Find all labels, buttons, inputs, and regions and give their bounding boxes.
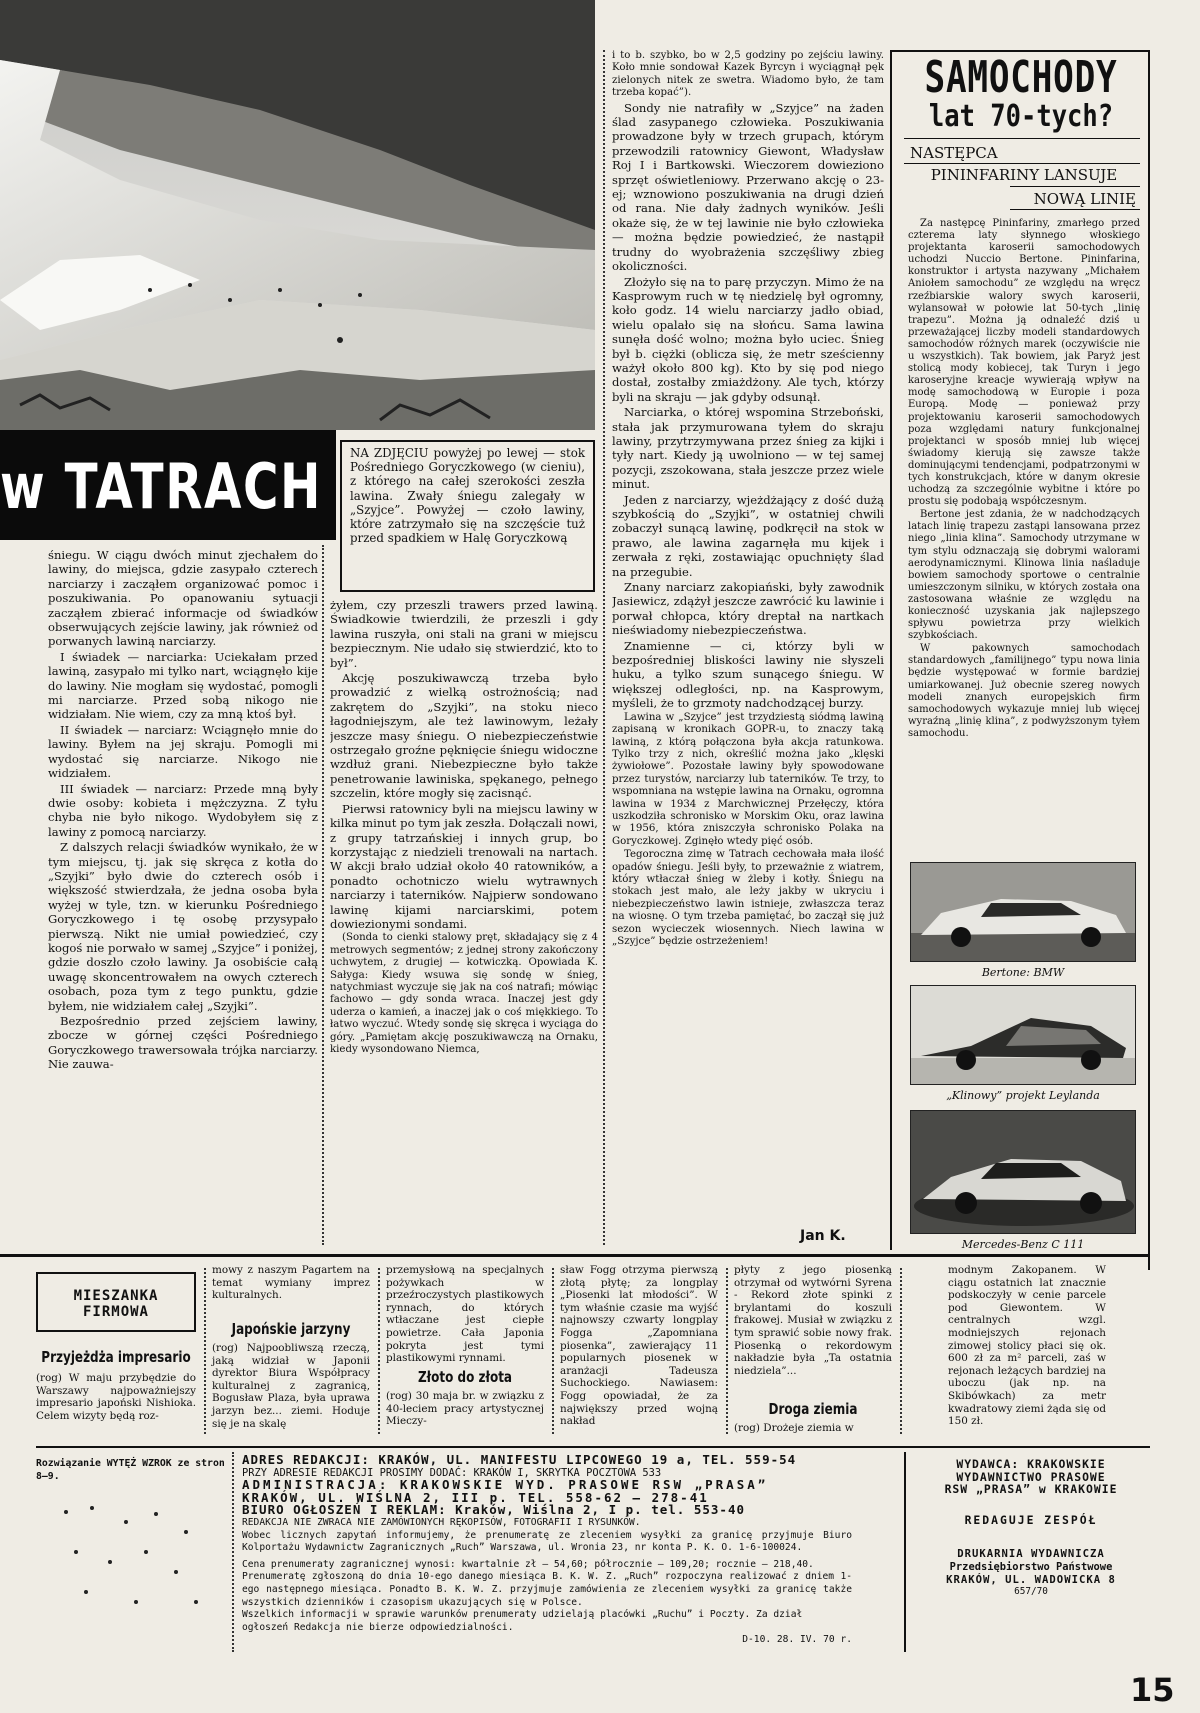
tatry-col3-p9: Tegoroczna zimę w Tatrach cechowała mała ilość opadów śniegu. Jeśli były, to przeważnie z wiatrem, który wtłaczał śnieg w żleby i kotły. Śniegu na stokach jest mało, ale leży jakby w ukryciu i niebezpieczeństwo lawin istnieje, zwłaszcza teraz na wiosnę. O tym trzeba pamiętać, bo zaczął się już sezon wycieczek wiosennych. Niech lawina w „Szyjce” będzie ostrzeżeniem! <box>612 849 884 947</box>
tatry-col2-p1: żyłem, czy przeszli trawers przed lawiną. Świadkowie twierdzili, że przeszli i gdy lawina ruszyła, oni stali na grani w miejscu bezpiecznym. Nie udało się stwierdzić, kto to był”. <box>330 598 598 670</box>
samochody-p2: Bertone jest zdania, że w nadchodzących latach linię trapezu zastąpi lansowana przez niego „linia klina”. Samochody utrzymane w tym stylu odznaczają się dobrymi walorami aerodynamicznymi. Klinowa linia naśladuje bowiem samochody sportowe o centralnie umieszczonym silniku, w których została ona zastosowana właśnie ze względu na konieczność uzyskania jak najlepszego spływu powietrza przy wielkich szybkościach. <box>908 509 1140 642</box>
footer-pren: Prenumeratę zgłoszoną do dnia 10-ego danego miesiąca B. K. W. Z. „Ruch” rozpoczyna realizować z dniem 1-ego następnego miesiąca. Ponadto B. K. W. Z. przyjmuje zamówienia ze zleceniem wysyłki za granicę także wszystkich dzienników i czasopism ukazujących się w Polsce. <box>242 1571 852 1608</box>
tatry-col1-p5: Z dalszych relacji świadków wynikało, że w tym miejscu, tj. jak się skręca z kotła do „Szyjki” było dwie do czterech osób i większość stwierdzała, że jedna osoba była wyżej w tyle, tzn. w kierunku Pośredniego Goryczkowego i tę osobę przysypało pierwszą. Nikt nie umiał powiedzieć, czy kogoś nie porwało w samej „Szyjce” i poniżej, gdzie doszło czoło lawiny. Ja osobiście całą uwagę skoncentrowałem na owych czterech osobach, poza tym z tego punktu, gdzie byłem, nie widziałem całej „Szyjki”. <box>48 840 318 1013</box>
tatry-col3-p6: Znany narciarz zakopiański, były zawodnik Jasiewicz, zdążył jeszcze zawrócić ku lawinie i porwał chłopca, który dreptał na nartkach nieświadomy niebezpieczeństwa. <box>612 580 884 638</box>
tatry-col3-p5: Jeden z narciarzy, wjeżdżający z dość dużą szybkością do „Szyjki”, w ostatniej chwili zobaczył sunącą lawinę, podkręcił na stok w prawo, ale lawina zagarnęła mu kijek i zerwała z ręki, zostawiając opuchnięty ślad na przegubie. <box>612 492 884 579</box>
footer-top-rule <box>36 1446 1150 1448</box>
car-image-mercedes <box>911 1111 1136 1234</box>
footer-wszel: Wszelkich informacji w sprawie warunków prenumeraty udzielają placówki „Ruchu” i Poczty. Za dział ogłoszeń Redakcja nie bierze odpowiedzialności. <box>242 1609 803 1633</box>
mieszanka-divider-4 <box>726 1268 728 1434</box>
samochody-sub2: PININFARINY LANSUJE <box>930 166 1118 184</box>
car-caption-2: „Klinowy” projekt Leylanda <box>946 1089 1100 1102</box>
samochody-sub-rule-3 <box>1010 209 1140 210</box>
mountain-slope-image <box>0 0 595 430</box>
car-caption-1: Bertone: BMW <box>981 966 1065 979</box>
footer-main <box>242 1454 852 1647</box>
page-number: 15 <box>1130 1671 1175 1709</box>
footer-redaguje: REDAGUJE ZESPÓŁ <box>964 1512 1098 1527</box>
tatry-headline: w TATRACH <box>0 450 323 523</box>
mieszanka-p2: mowy z naszym Pagartem na temat wymiany imprez kulturalnych. <box>212 1264 370 1302</box>
footer-wydawca-2: WYDAWNICTWO PRASOWE <box>956 1469 1106 1484</box>
samochody-sub-rule-1 <box>904 163 1140 164</box>
mieszanka-h3: Złoto do złota <box>417 1368 513 1386</box>
samochody-sub1: NASTĘPCA <box>910 144 998 162</box>
car-caption-3: Mercedes-Benz C 111 <box>961 1238 1085 1251</box>
footer <box>36 1452 1150 1662</box>
samochody-sub3: NOWĄ LINIĘ <box>1033 190 1136 208</box>
footer-biuro: BIURO OGŁOSZEŃ I REKLAM: Kraków, Wiślna 2, I p. tel. 553-40 <box>242 1502 746 1518</box>
car-photo-bertone-bmw <box>910 862 1136 962</box>
car-image-bmw <box>911 863 1136 962</box>
footer-publisher <box>912 1458 1150 1599</box>
footer-divider-1 <box>232 1452 234 1652</box>
sidebar-left-rule <box>890 50 892 1250</box>
tatry-col1-p1: śniegu. W ciągu dwóch minut zjechałem do lawiny, do miejsca, gdzie zasypało czterech narciarzy i zacząłem organizować pomoc i poszukiwania. Po opanowaniu sytuacji zacząłem zbierać informacje od świadków obserwujących zejście lawiny, jak również od porwanych lawiną narciarzy. <box>48 548 318 649</box>
samochody-p1: Za następcę Pininfariny, zmarłego przed czterema laty słynnego włoskiego projektanta karoserii samochodowych uchodzi Nuccio Bertone. Pininfarina, konstruktor i artysta nazywany „Michałem Aniołem samochodu” ze względu na wręcz rzeźbiarskie walory swych karoserii, wylansował w połowie lat 50-tych „linię trapezu”. Można ją odnaleźć dziś u przeważającej liczby modeli standardowych samochodów różnych marek (oczywiście nie u wszystkich). Tak bowiem, jak Paryż jest stolicą mody kobiecej, tak Turyn i jego karoseryjne kreacje wywierają wpływ na modę samochodową w Europie i poza Europą. Modę — ponieważ przy projektowaniu karoserii samochodowych poza względami natury funkcjonalnej projektanci w sposób mniej lub więcej świadomy kierują się zawsze także dominującymi tendencjami, podpatrzonymi w tych konstrukcjach, które w danym okresie uchodzą za szczególnie wybitne i które po prostu się podobają współczesnym. <box>908 218 1140 508</box>
footer-map-doodle <box>46 1492 216 1632</box>
mieszanka-title-2: FIRMOWA <box>82 1304 149 1320</box>
tatry-col3-p1: i to b. szybko, bo w 2,5 godziny po zejściu lawiny. Koło mnie sondował Kazek Byrcyn i wyciągnął pęk zielonych nitek ze swetra. Wiadomo było, że tam trzeba kopać”). <box>612 50 884 99</box>
mieszanka-title-box <box>36 1272 196 1332</box>
car-photo-leyland <box>910 985 1136 1085</box>
tatry-col3-p3: Złożyło się na to parę przyczyn. Mimo że na Kasprowym ruch w tę niedzielę był ogromny, koło godz. 14 wielu narciarzy jadło obiad, wielu opalało się na słońcu. Sama lawina sunęła dość wolno; można było uciec. Śnieg był b. ciężki (oblicza się, że metr sześcienny ważył około 800 kg). Kto by się pod niego dostał, zostałby zmiażdżony. Ale tych, którzy byli na skraju — jak gdyby odsunął. <box>612 274 884 404</box>
car-photo-mercedes <box>910 1110 1136 1234</box>
mieszanka-title-1: MIESZANKA <box>73 1288 159 1304</box>
footer-cena: Cena prenumeraty zagranicznej wynosi: kwartalnie zł — 54,60; półrocznie — 109,20; rocznie — 218,40. <box>242 1558 814 1570</box>
samochody-title-rule <box>904 138 1140 139</box>
mieszanka-h2: Japońskie jarzyny <box>231 1320 351 1338</box>
footer-nie-zwraca: REDAKCJA NIE ZWRACA NIE ZAMÓWIONYCH RĘKOPISÓW, FOTOGRAFII I RYSUNKÓW. <box>242 1516 641 1528</box>
mieszanka-h1: Przyjeżdża impresario <box>41 1348 191 1366</box>
samochody-sub-rule-2 <box>1010 186 1140 187</box>
car-image-leyland <box>911 986 1136 1085</box>
mieszanka-divider-3 <box>552 1268 554 1434</box>
footer-przy: PRZY ADRESIE REDAKCJI PROSIMY DODAĆ: KRAKÓW I, SKRYTKA POCZTOWA 533 <box>242 1466 662 1479</box>
tatra-avalanche-photo <box>0 0 595 430</box>
samochody-subtitle: lat 70-tych? <box>928 99 1114 134</box>
tatry-column-2 <box>330 598 598 1250</box>
tatry-col2-p4: (Sonda to cienki stalowy pręt, składający się z 4 metrowych segmentów; z jednej strony zakończony uchwytem, z drugiej — kotwiczką. Opowiada K. Sałyga: Kiedy wsuwa się sondę w śnieg, natychmiast wyczuje się jak na coś natrafi; mówiąc fachowo — gdy sonda wraca. Inaczej jest gdy uderza o kamień, a inaczej jak o coś miękkiego. To łatwo wyczuć. Wtedy sondę się skręca i wyciąga do góry. „Pamiętam akcję poszukiwawczą na Ornaku, kiedy wysondowano Niemca, <box>330 932 598 1055</box>
tatry-col1-p3: II świadek — narciarz: Wciągnęło mnie do lawiny. Byłem na jej skraju. Pomogli mi wydostać się narciarze. Nikogo nie widziałem. <box>48 722 318 781</box>
tatry-col3-p4: Narciarka, o której wspomina Strzeboński, stała jak przymurowana tyłem do skraju lawiny, przytrzymywana przez śnieg za kijki i tyły nart. Kiedy ją uwolniono — w tej samej pozycji, zszokowana, stała jeszcze przez wiele minut. <box>612 405 884 492</box>
tatry-col3-p7: Znamienne — ci, którzy byli w bezpośredniej bliskości lawiny nie słyszeli huku, a tylko szum sunącego śniegu. W większej odległości, np. na Kasprowym, myśleli, że to grzmoty nadchodzącej burzy. <box>612 638 884 711</box>
samochody-p3: W pakownych samochodach standardowych „familijnego” typu nowa linia będzie występować w formie bardziej umiarkowanej. Już obecnie szereg nowych modeli znanych europejskich firm samochodowych wykazuje mniej lub więcej wyraźną „linię klina”, z podwyższonym tyłem samochodu. <box>908 643 1140 739</box>
tatry-col2-p2: Akcję poszukiwawczą trzeba było prowadzić z wielką ostrożnością; nad zakrętem do „Szyjki”, na stoku nieco łagodniejszym, ale też lawinowym, leżały jeszcze masy śniegu. O niebezpieczeństwie ostrzegało groźne pęknięcie śniegu widoczne wzdłuż grani. Niebezpieczne było także penetrowanie lawiniska, spękanego, pełnego szczelin, które mogły się zacisnąć. <box>330 671 598 801</box>
tatry-col1-p6: Bezpośrednio przed zejściem lawiny, zbocze w górnej części Pośredniego Goryczkowego trawersowała trójka narciarzy. Nie zauwa- <box>48 1014 318 1072</box>
mieszanka-p4: przemysłową na specjalnych pożywkach w przeźroczystych plastikowych rynnach, do których wtłaczane jest ciepłe powietrze. Cała Japonia pokryta jest tymi plastikowymi rynnami. <box>386 1264 544 1365</box>
tatry-col1-p4: III świadek — narciarz: Przede mną były dwie osoby: kobieta i mężczyzna. Z tyłu chyba nie było nikogo. Wydobyłem się z lawiny z pomocą narciarzy. <box>48 781 318 839</box>
footer-drukarnia-3: KRAKÓW, UL. WADOWICKA 8 <box>946 1573 1116 1586</box>
footer-drukarnia-1: DRUKARNIA WYDAWNICZA <box>957 1548 1105 1561</box>
footer-wydawca-3: RSW „PRASA” w KRAKOWIE <box>944 1482 1118 1497</box>
mieszanka-p3: (rog) Najpoobliwszą rzeczą, jaką widział w Japonii dyrektor Biura Współpracy kulturalnej z zagranicą, Bogusław Plaza, była uprawa jarzyn bez... ziemi. Hoduje się je na skalę <box>212 1342 370 1430</box>
samochody-text <box>908 218 1140 856</box>
tatry-column-3 <box>612 50 884 1235</box>
tatry-col2-p3: Pierwsi ratownicy byli na miejscu lawiny w kilka minut po tym jak zeszła. Dołączali nowi, z grupy tatrzańskiej i innych grup, bo korzystając z niedzieli trenowali na nartach. W akcji brało udział około 40 ratowników, a ponadto ochotniczo wielu wytrawnych narciarzy i taterników. Najpierw sondowano lawinę kijami narciarskimi, potem dowiezionymi sondami. <box>330 801 598 931</box>
tatry-photo-caption: NA ZDJĘCIU powyżej po lewej — stok Pośredniego Goryczkowego (w cieniu), z którego na całej szerokości zeszła lawina. Zwały śniegu zalegały w „Szyjce”. Powyżej — czoło lawiny, które zatrzymało się na szczęście tuż przed spadkiem w Halę Goryczkową <box>350 446 585 546</box>
mieszanka-p9: modnym Zakopanem. W ciągu ostatnich lat znacznie podskoczyły w cenie parcele pod Giewontem. W centralnych wzgl. modniejszych rejonach zimowej stolicy płaci się ok. 600 zł za m² parceli, zaś w rejonach leżących bardziej na uboczu (jak np. na Skibówkach) za metr kwadratowy ziemi żąda się od 150 zł. <box>948 1264 1106 1428</box>
sidebar-right-rule <box>1148 50 1150 1270</box>
tatry-col3-p2: Sondy nie natrafiły w „Szyjce” na żaden ślad zasypanego człowieka. Poszukiwania prowadzone były w trzech grupach, którym przewodzili ratownicy Giewont, Władysław Roj I i Bartkowski. Wieczorem dowieziono sprzęt oświetleniowy. Przerwano akcję o 23-ej; wznowiono poszukiwania na drugi dzień od rana. Nie dały żadnych wyników. Jeśli okaże się, że w tej lawinie nie było człowieka — można będzie powiedzieć, że nastąpił trudny do wyobrażenia szczęśliwy zbieg okoliczności. <box>612 100 884 274</box>
puzzle-solution-icon <box>46 1492 216 1632</box>
mieszanka-p1: (rog) W maju przybędzie do Warszawy najpoważniejszy impresario japoński Nishioka. Celem wizyty będą roz- <box>36 1372 196 1422</box>
mieszanka-p8: (rog) Drożeje ziemia w <box>734 1422 854 1434</box>
tatry-col1-p2: I świadek — narciarka: Uciekałam przed lawiną, zasypało mi tylko nart, wciągnęło kije do lawiny. Nie mogłam się wydostać, pomogli mi narciarze. Przed sobą nikogo nie widziałam. Nie wiem, czy za mną ktoś był. <box>48 649 318 722</box>
mieszanka-h4: Droga ziemia <box>768 1400 858 1418</box>
footer-adres: ADRES REDAKCJI: KRAKÓW, UL. MANIFESTU LIPCOWEGO 19 a, TEL. 559-54 <box>242 1452 797 1467</box>
mieszanka-divider-1 <box>204 1268 206 1434</box>
tatry-signature: Jan K. <box>800 1228 846 1244</box>
mieszanka-divider-5 <box>900 1268 902 1434</box>
footer-wydawca-1: WYDAWCA: KRAKOWSKIE <box>956 1457 1106 1471</box>
column-divider-dotted-1 <box>322 545 324 1245</box>
mieszanka-p5: (rog) 30 maja br. w związku z 40-leciem pracy artystycznej Mieczy- <box>386 1390 544 1428</box>
tatry-column-1 <box>48 548 318 1250</box>
tatry-col3-p8: Lawina w „Szyjce” jest trzydziestą siódmą lawiną zapisaną w kronikach GOPR-u, to znaczy taką lawiną, z którą połączona była akcja ratunkowa. Tylko trzy z nich, określić można jako „klęski żywiołowe”. Pozostałe lawiny były spowodowane przez turystów, narciarzy lub taterników. Te trzy, to wspomniana na wstępie lawina na Ornaku, ogromna lawina w 1934 z Marchwicznej Przełęczy, która uszkodziła schronisko w Morskim Oku, oraz lawina w 1956, która zniszczyła schronisko Polaka na Goryczkowej. Zginęło wtedy pięć osób. <box>612 711 884 847</box>
tatry-photo-caption-box <box>340 440 595 592</box>
footer-divider-2 <box>904 1452 906 1652</box>
mieszanka-p7: płyty z jego piosenką otrzymał od wytwórni Syrena - Rekord złote spinki z brylantami do koszuli frakowej. Musiał w związku z tym sprawić sobie nowy frak. Piosenką o rekordowym nakładzie była „Ta ostatnia niedziela”... <box>734 1264 892 1377</box>
article-bottom-rule <box>0 1254 1150 1257</box>
footer-admin2: KRAKÓW, UL. WIŚLNA 2, III p. TEL. 558-62 — 278-41 <box>242 1489 709 1505</box>
mieszanka-section <box>36 1264 1150 1440</box>
footer-druk-code: D-10. 28. IV. 70 r. <box>742 1634 852 1646</box>
mieszanka-divider-2 <box>378 1268 380 1434</box>
footer-admin: ADMINISTRACJA: KRAKOWSKIE WYD. PRASOWE RSW „PRASA” <box>242 1477 769 1493</box>
footer-rozwiazanie: Rozwiązanie WYTĘŻ WZROK ze stron 8—9. <box>36 1458 225 1482</box>
samochody-title: SAMOCHODY <box>924 52 1118 103</box>
mieszanka-p6: sław Fogg otrzyma pierwszą złotą płytę; za longplay „Piosenki lat młodości”. W tym właśnie czasie ma wyjść najnowszy czwarty longplay Fogga „Zapomniana piosenka”, zawierający 11 popularnych piosenek w aranżacji Tadeusza Suchockiego. Nawiasem: Fogg opowiadał, że za największy przed wojną nakład <box>560 1264 718 1428</box>
column-divider-dotted-2 <box>603 50 605 1245</box>
footer-drukarnia-2: Przedsiębiorstwo Państwowe <box>949 1560 1113 1573</box>
footer-wobec: Wobec licznych zapytań informujemy, że prenumeratę ze zleceniem wysyłki za granicę przyjmuje Biuro Kolportażu Wydawnictw Zagranicznych „Ruch” Warszawa, ul. Wronia 23, nr konta P. K. O. 1-6-100024. <box>242 1529 852 1554</box>
footer-drukarnia-4: 657/70 <box>1014 1586 1048 1598</box>
